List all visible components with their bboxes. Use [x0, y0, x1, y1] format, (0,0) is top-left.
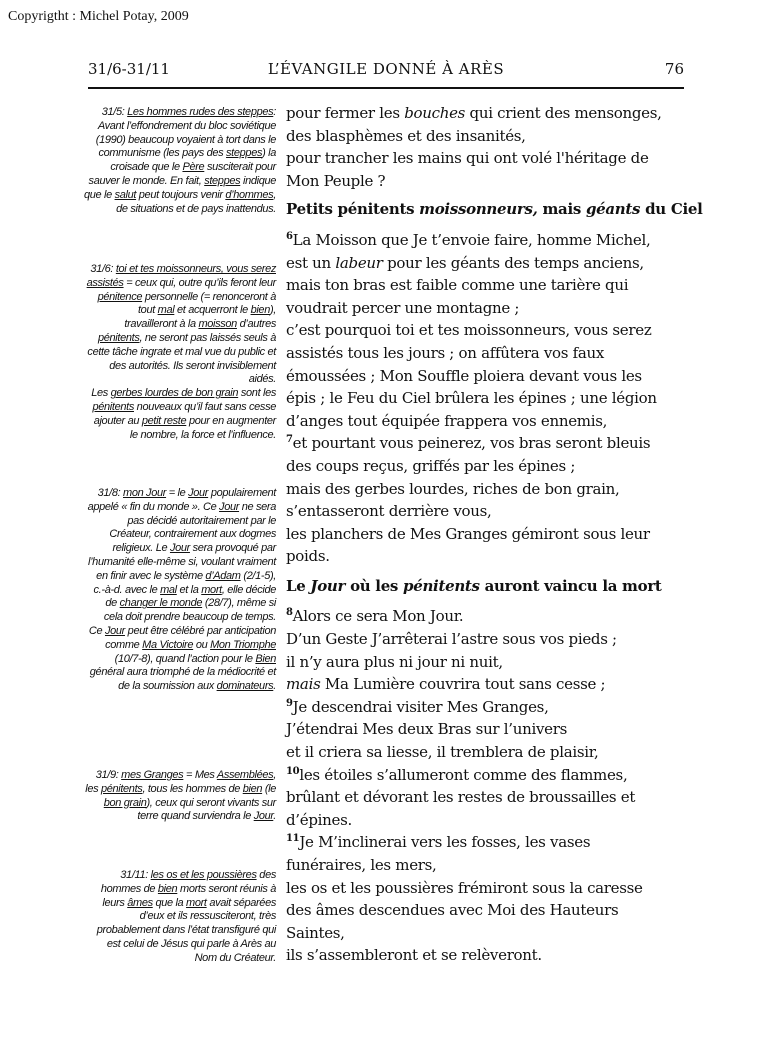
- text-line: pour trancher les mains qui ont volé l'héritage de: [286, 149, 649, 168]
- verse-number: 9: [286, 697, 293, 709]
- book-title: L’ÉVANGILE DONNÉ À ARÈS: [267, 60, 505, 78]
- verse-number: 10: [286, 765, 300, 777]
- text-line: funéraires, les mers,: [286, 856, 437, 874]
- text-line: $^8$Alors ce sera Mon Jour.: [286, 607, 464, 626]
- note-31-5: 31/5: Les hommes rudes des steppes: Avant l’effondrement du bloc soviétique (1990) beaucoup voyaient à tort dans le communisme (les pays des steppes) la croisade que le Père susciterait pour sauver le monde. En fait, steppes indique que le salut peut toujours venir d’hommes, de situations et de pays inattendus.: [84, 106, 277, 215]
- text-line: brûlant et dévorant les restes de broussailles et: [286, 788, 636, 807]
- text-line: c’est pourquoi toi et tes moissonneurs, vous serez: [286, 321, 652, 340]
- text-line: s’entasseront derrière vous,: [286, 502, 492, 521]
- text-line: d’anges tout équipée frappera vos ennemis,: [286, 411, 608, 430]
- text-line: $^7$et pourtant vous peinerez, vos bras seront bleuis: [286, 434, 651, 453]
- text-line: des coups reçus, griffés par les épines ;: [286, 456, 576, 475]
- text-line: et il criera sa liesse, il tremblera de plaisir,: [286, 743, 599, 762]
- page-number: 76: [664, 60, 684, 78]
- section-heading: Le Jour où les pénitents auront vaincu la mort: [286, 576, 662, 595]
- text-line: D’un Geste J’arrêterai l’astre sous vos pieds ;: [286, 630, 617, 649]
- note-31-11: 31/11: les os et les poussières des hommes de bien morts seront réunis à leurs âmes que la mort avait séparées d’eux et ils ressusciteront, très probablement dans l’état transfiguré qui est celui de Jésus qui parle à Arès au Nom du Créateur.: [96, 869, 276, 964]
- copyright-notice: Copyrigtht : Michel Potay, 2009: [8, 9, 189, 24]
- text-line: $^{11}$Je M’inclinerai vers les fosses, les vases: [286, 833, 591, 852]
- note-31-8: 31/8: mon Jour = le Jour populairement appelé « fin du monde ». Ce Jour ne sera pas décidé autoritairement par le Créateur, contrairement aux dogmes religieux. Le Jour sera provoqué par l’humanité elle-même si, voulant vraiment en finir avec le système d’Adam (2/1-5), c.-à-d. avec le mal et la mort, elle décide de changer le monde (28/7), même si cela doit prendre beaucoup de temps. Ce Jour peut être célébré par anticipation comme Ma Victoire ou Mon Triomphe (10/7-8), quand l’action pour le Bien général aura triomphé de la médiocrité et de la soumission aux dominateurs.: [87, 487, 276, 693]
- verse-number: 8: [286, 607, 293, 619]
- text-line: il n’y aura plus ni jour ni nuit,: [286, 652, 503, 671]
- main-text: [286, 102, 703, 967]
- text-line: Mon Peuple ?: [286, 171, 386, 190]
- text-line: J’étendrai Mes deux Bras sur l’univers: [286, 720, 567, 739]
- text-line: Saintes,: [286, 923, 345, 942]
- text-line: épis ; le Feu du Ciel brûlera les épines ; une légion: [286, 389, 657, 408]
- text-line: mais ton bras est faible comme une tarière qui: [286, 276, 629, 295]
- text-line: $^6$La Moisson que Je t’envoie faire, homme Michel,: [286, 230, 651, 249]
- text-line: d’épines.: [286, 810, 352, 829]
- verse-range: 31/6-31/11: [88, 60, 170, 78]
- text-line: ils s’assembleront et se relèveront.: [286, 946, 542, 965]
- page-header: [88, 60, 684, 82]
- verse-number: 11: [286, 833, 300, 845]
- text-line: des âmes descendues avec Moi des Hauteurs: [286, 901, 619, 920]
- text-line: mais des gerbes lourdes, riches de bon grain,: [286, 479, 620, 498]
- header-rule: [88, 87, 684, 89]
- section-heading: Petits pénitents moissonneurs, mais géants du Ciel: [286, 200, 703, 219]
- text-line: assistés tous les jours ; on affûtera vos faux: [286, 343, 605, 362]
- text-line: $^9$Je descendrai visiter Mes Granges,: [286, 697, 549, 716]
- verse-number: 7: [286, 434, 293, 446]
- note-31-6: 31/6: toi et tes moissonneurs, vous serez assistés = ceux qui, outre qu’ils feront leur pénitence personnelle (= renonceront à tout mal et acquerront le bien), travailleront à la moisson d’autres pénitents, ne seront pas laissés seuls à cette tâche ingrate et mal vue du public et des autorités. Ils seront invisiblement aidés. Les gerbes lourdes de bon grain sont les pénitents nouveaux qu’il faut sans cesse ajouter au petit reste pour en augmenter le nombre, la force et l’influence.: [86, 263, 276, 441]
- note-31-9: 31/9: mes Granges = Mes Assemblées, les pénitents, tous les hommes de bien (le bon grain), ceux qui seront vivants sur terre quand surviendra le Jour.: [85, 769, 276, 823]
- text-line: $^{10}$les étoiles s’allumeront comme des flammes,: [286, 765, 628, 784]
- text-line: les planchers de Mes Granges gémiront sous leur: [286, 524, 650, 543]
- text-line: pour fermer les bouches qui crient des mensonges,: [286, 104, 662, 122]
- text-line: des blasphèmes et des insanités,: [286, 126, 526, 145]
- text-line: est un labeur pour les géants des temps anciens,: [286, 253, 644, 272]
- verse-number: 6: [286, 230, 293, 242]
- text-line: voudrait percer une montagne ;: [286, 298, 520, 317]
- text-line: les os et les poussières frémiront sous la caresse: [286, 878, 643, 897]
- text-line: mais Ma Lumière couvrira tout sans cesse ;: [286, 675, 606, 694]
- text-line: poids.: [286, 547, 330, 566]
- text-line: émoussées ; Mon Souffle ploiera devant vous les: [286, 366, 642, 385]
